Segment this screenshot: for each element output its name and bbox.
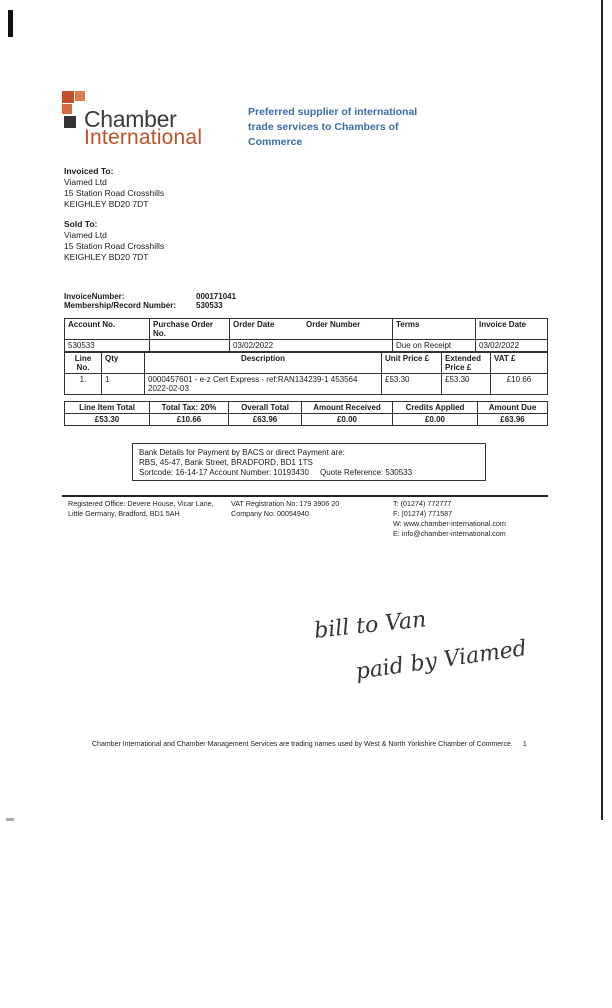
page-number: 1	[522, 741, 527, 748]
amount-received-value: £0.00	[302, 414, 393, 426]
sold-to-line: 15 Station Road Crosshills	[64, 241, 165, 251]
vat-cell: £10.66	[491, 374, 548, 395]
website-link[interactable]: W: www.chamber-international.com	[393, 519, 506, 528]
registration-details	[231, 499, 339, 519]
bank-details-line: Bank Details for Payment by BACS or direct Payment are:	[139, 448, 345, 457]
header-amount-received: Amount Received	[302, 402, 393, 414]
vat-registration: VAT Registration No: 179 3906 20	[231, 499, 340, 508]
sold-to-line: KEIGHLEY BD20 7DT	[64, 252, 149, 262]
invoice-date-value: 03/02/2022	[476, 340, 548, 352]
amount-due-value: £63.96	[478, 414, 548, 426]
invoiced-to-line: Viamed Ltd	[64, 177, 107, 187]
header-line-item-total: Line Item Total	[65, 402, 150, 414]
telephone: T: (01274) 772777	[393, 499, 452, 508]
description-line: 0000457601 - e-z Cert Express - ref:RAN134239-1 453564	[148, 375, 358, 384]
invoiced-to-block	[64, 166, 164, 210]
header-terms: Terms	[393, 319, 476, 340]
account-no-value: 530533	[65, 340, 150, 352]
header-vat: VAT £	[491, 353, 548, 374]
overall-total-value: £63.96	[229, 414, 302, 426]
purchase-order-value	[150, 340, 230, 352]
table-row	[65, 374, 548, 395]
handwritten-note-line1: bill to Van	[313, 607, 428, 644]
header-purchase-order: Purchase Order No.	[150, 319, 230, 340]
handwritten-note-line2: paid by Viamed	[354, 636, 529, 685]
header-line-no: Line No.	[65, 353, 102, 374]
qty-cell: 1	[102, 374, 145, 395]
header-order-number: Order Number	[303, 319, 393, 340]
email-link[interactable]: E: info@chamber-international.com	[393, 529, 506, 538]
sold-to-block	[64, 219, 164, 263]
header-credits-applied: Credits Applied	[393, 402, 478, 414]
invoiced-to-heading: Invoiced To:	[64, 166, 114, 176]
line-no-cell: 1.	[65, 374, 102, 395]
trading-names-text: Chamber International and Chamber Management Services are trading names used by West & North Yorkshire Chamber of Commerce.	[92, 741, 513, 748]
line-items-table	[64, 352, 548, 395]
footer-divider	[62, 495, 548, 497]
header-order-date: Order Date	[230, 319, 304, 340]
description-cell	[145, 374, 382, 395]
bank-details-line: RBS, 45-47, Bank Street, BRADFORD, BD1 1TS	[139, 458, 313, 467]
terms-value: Due on Receipt	[393, 340, 476, 352]
bank-details-line: Sortcode: 16-14-17 Account Number: 10193430 Quote Reference: 530533	[139, 468, 413, 477]
header-total-tax: Total Tax: 20%	[150, 402, 229, 414]
logo-text-chamber: Chamber	[84, 106, 177, 132]
registered-office-line: Little Germany, Bradford, BD1 5AH	[68, 509, 180, 518]
fax: F: (01274) 771587	[393, 509, 453, 518]
membership-label: Membership/Record Number:	[64, 301, 177, 310]
header-extended-price: Extended Price £	[442, 353, 491, 374]
membership-value: 530533	[196, 301, 223, 310]
trading-names-note	[92, 741, 527, 748]
extended-price-cell: £53.30	[442, 374, 491, 395]
registered-office	[68, 499, 214, 519]
unit-price-cell: £53.30	[382, 374, 442, 395]
header-account-no: Account No.	[65, 319, 150, 340]
contact-details	[393, 499, 506, 539]
header-description: Description	[145, 353, 382, 374]
invoice-number-value: 000171041	[196, 292, 237, 301]
order-date-value: 03/02/2022	[230, 340, 304, 352]
order-number-value	[303, 340, 393, 352]
invoice-number-label: InvoiceNumber:	[64, 292, 125, 301]
bank-details-box	[132, 443, 486, 481]
header-overall-total: Overall Total	[229, 402, 302, 414]
invoiced-to-line: KEIGHLEY BD20 7DT	[64, 199, 149, 209]
line-item-total-value: £53.30	[65, 414, 150, 426]
sold-to-line: Viamed Ltd	[64, 230, 107, 240]
account-table	[64, 318, 548, 352]
header-amount-due: Amount Due	[478, 402, 548, 414]
invoiced-to-line: 15 Station Road Crosshills	[64, 188, 165, 198]
credits-applied-value: £0.00	[393, 414, 478, 426]
scan-edge-mark	[8, 10, 13, 37]
registered-office-line: Registered Office: Devere House, Vicar Lane,	[68, 499, 214, 508]
total-tax-value: £10.66	[150, 414, 229, 426]
brand-tagline: Preferred supplier of international trade services to Chambers of Commerce	[248, 106, 418, 148]
header-unit-price: Unit Price £	[382, 353, 442, 374]
header-invoice-date: Invoice Date	[476, 319, 548, 340]
sold-to-heading: Sold To:	[64, 219, 98, 229]
description-date: 2022-02-03	[148, 384, 189, 393]
scan-edge-line	[601, 0, 603, 820]
logo-text-international: International	[84, 126, 203, 149]
company-number: Company No: 00054940	[231, 509, 309, 518]
scan-artifact	[6, 818, 14, 821]
header-qty: Qty	[102, 353, 145, 374]
totals-table	[64, 401, 548, 426]
